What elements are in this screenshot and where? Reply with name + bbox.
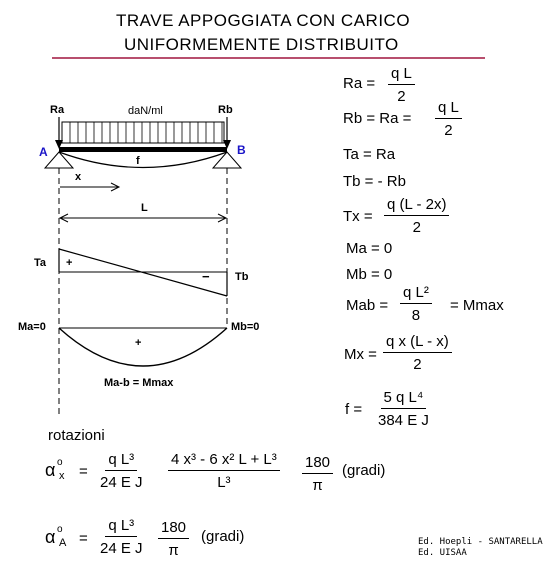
label-rb: Rb <box>218 104 233 116</box>
shear-plus-sign: + <box>66 257 73 269</box>
alpha-a-symbol: α <box>45 527 56 547</box>
formula-mx-num: q x (L - x) <box>383 334 452 353</box>
formula-mab-lhs: Mab = <box>346 297 389 314</box>
alpha-x-frac3-num: 180 <box>302 455 333 474</box>
credit-line-1: Ed. Hoepli - SANTARELLA <box>418 537 543 547</box>
formula-f-den: 384 E J <box>378 412 429 429</box>
moment-diagram <box>59 328 227 366</box>
formula-rb-den: 2 <box>444 122 453 139</box>
alpha-x-frac1-den: 24 E J <box>100 474 143 491</box>
alpha-x-symbol: α <box>45 460 56 480</box>
formula-mx-fraction <box>383 334 452 372</box>
rotations-heading: rotazioni <box>48 427 105 444</box>
formula-mab-fraction <box>400 285 432 323</box>
formula-mx-den: 2 <box>413 356 422 373</box>
alpha-a-frac1-den: 24 E J <box>100 540 143 557</box>
formula-ra-fraction <box>388 66 415 104</box>
formula-rb-num: q L <box>435 100 462 119</box>
label-ra: Ra <box>50 104 65 116</box>
alpha-a-degree: o <box>57 524 63 535</box>
formula-ra-den: 2 <box>397 88 406 105</box>
credit-line-2: Ed. UISAA <box>418 548 467 558</box>
span-dimension-arrow <box>60 214 226 222</box>
support-a <box>45 152 73 168</box>
node-b-label: B <box>237 143 246 157</box>
label-ta: Ta <box>34 257 47 269</box>
formula-mb: Mb = 0 <box>346 266 393 283</box>
formula-tx-lhs: Tx = <box>343 208 373 225</box>
formula-tx-fraction <box>384 197 449 235</box>
alpha-x-fraction-2 <box>168 452 280 490</box>
label-mb: Mb=0 <box>231 321 260 333</box>
deflection-curve <box>59 152 227 168</box>
alpha-x-equals: = <box>79 463 88 480</box>
alpha-x-fraction-1 <box>100 452 143 490</box>
alpha-a-fraction-2 <box>158 520 189 558</box>
formula-ra-lhs: Ra = <box>343 75 376 92</box>
shear-minus-sign: − <box>202 269 210 284</box>
alpha-x-frac2-num: 4 x³ - 6 x² L + L³ <box>168 452 280 471</box>
formula-f-lhs: f = <box>345 401 363 418</box>
label-span: L <box>141 202 148 214</box>
formula-mab-rhs: = Mmax <box>450 297 504 314</box>
title-line-1: TRAVE APPOGGIATA CON CARICO <box>116 11 411 30</box>
alpha-a-frac2-den: π <box>168 542 179 559</box>
title-line-2: UNIFORMEMENTE DISTRIBUITO <box>124 35 399 54</box>
label-tb: Tb <box>235 271 249 283</box>
alpha-a-unit: (gradi) <box>201 528 245 545</box>
x-dimension-arrow <box>60 183 119 191</box>
formula-ra-num: q L <box>388 66 415 85</box>
formula-mab-num: q L² <box>400 285 432 304</box>
alpha-x-unit: (gradi) <box>342 462 386 479</box>
alpha-a-equals: = <box>79 530 88 547</box>
formula-mx-lhs: Mx = <box>344 346 377 363</box>
alpha-a-subscript: A <box>59 537 67 549</box>
alpha-x-degree: o <box>57 457 63 468</box>
alpha-x-frac2-den: L³ <box>217 474 231 491</box>
alpha-x-frac3-den: π <box>312 477 323 494</box>
label-deflection: f <box>136 155 140 167</box>
alpha-x-subscript: x <box>59 470 65 482</box>
alpha-x-frac1-num: q L³ <box>105 452 137 471</box>
formula-f-fraction <box>378 390 429 428</box>
formula-tx-num: q (L - 2x) <box>384 197 449 216</box>
formula-tx-den: 2 <box>412 219 421 236</box>
alpha-x-fraction-3 <box>302 455 333 493</box>
formula-ma: Ma = 0 <box>346 240 393 257</box>
alpha-a-fraction-1 <box>100 518 143 556</box>
formula-tb: Tb = - Rb <box>343 173 406 190</box>
distributed-load <box>62 122 224 143</box>
formula-f-num: 5 q L⁴ <box>381 390 427 409</box>
formula-rb-fraction <box>435 100 462 138</box>
label-x: x <box>75 171 82 183</box>
node-a-label: A <box>39 145 48 159</box>
moment-plus-sign: + <box>135 337 142 349</box>
label-load-unit: daN/ml <box>128 105 163 117</box>
formula-mab-den: 8 <box>411 307 421 324</box>
beam <box>59 147 227 152</box>
alpha-a-frac1-num: q L³ <box>105 518 137 537</box>
formula-ta: Ta = Ra <box>343 146 396 163</box>
label-mab: Ma-b = Mmax <box>104 377 174 389</box>
alpha-a-frac2-num: 180 <box>158 520 189 539</box>
label-ma: Ma=0 <box>18 321 46 333</box>
formula-rb-lhs: Rb = Ra = <box>343 110 412 127</box>
